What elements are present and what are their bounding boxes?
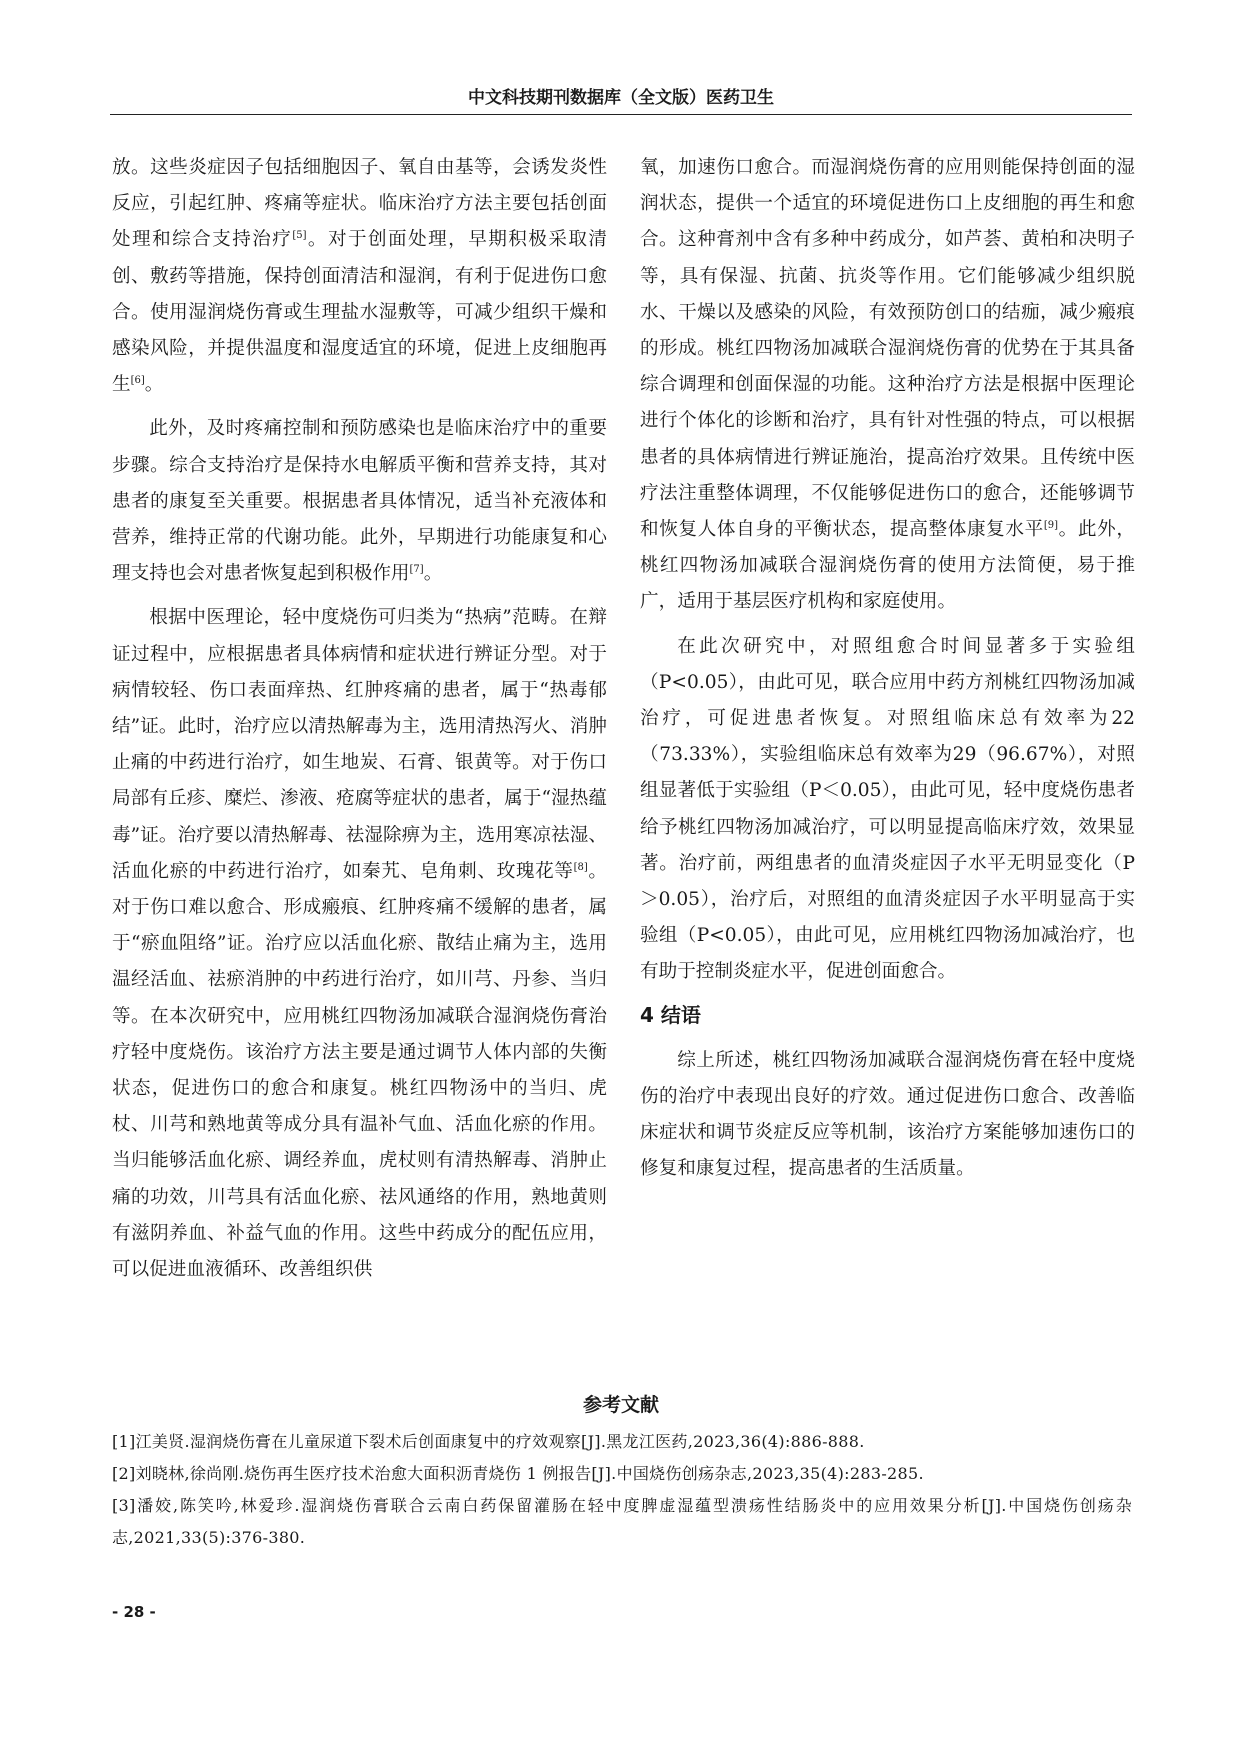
paragraph <box>112 600 607 1288</box>
references-list <box>112 1426 1132 1554</box>
citation: [9] <box>1043 520 1059 532</box>
page-number: - 28 - <box>112 1603 156 1621</box>
paragraph-text: 。 <box>423 563 443 585</box>
paragraph <box>640 150 1135 621</box>
paragraph-text: 。 <box>144 374 164 396</box>
paragraph-text: 根据中医理论，轻中度烧伤可归类为“热病”范畴。在辩证过程中，应根据患者具体病情和症状进行辨证分型。对于病情较轻、伤口表面痒热、红肿疼痛的患者，属于“热毒郁结”证。此时，治疗应以清热解毒为主，选用清热泻火、消肿止痛的中药进行治疗，如生地炭、石膏、银黄等。对于伤口局部有丘疹、糜烂、渗液、疮腐等症状的患者，属于“湿热蕴毒”证。治疗要以清热解毒、祛湿除痹为主，选用寒凉祛湿、活血化瘀的中药进行治疗，如秦艽、皂角刺、玫瑰花等 <box>112 607 607 882</box>
conclusion-paragraph: 综上所述，桃红四物汤加减联合湿润烧伤膏在轻中度烧伤的治疗中表现出良好的疗效。通过促进伤口愈合、改善临床症状和调节炎症反应等机制，该治疗方案能够加速伤口的修复和康复过程，提高患者的生活质量。 <box>640 1049 1135 1180</box>
reference-item: [1]江美贤.湿润烧伤膏在儿童尿道下裂术后创面康复中的疗效观察[J].黑龙江医药,2023,36(4):886-888. <box>112 1432 865 1451</box>
reference-item: [3]潘姣,陈笑吟,林爱珍.湿润烧伤膏联合云南白药保留灌肠在轻中度脾虚湿蕴型溃疡性结肠炎中的应用效果分析[J].中国烧伤创疡杂志,2021,33(5):376-380. <box>112 1496 1132 1547</box>
citation: [7] <box>409 564 424 576</box>
citation: [5] <box>292 230 307 242</box>
paragraph <box>112 411 607 592</box>
citation: [8] <box>573 861 588 873</box>
paragraph-text: 。此外，桃红四物汤加减联合湿润烧伤膏的使用方法简便，易于推广，适用于基层医疗机构和家庭使用。 <box>640 519 1135 613</box>
paragraph-text: 放。这些炎症因子包括细胞因子、氧自由基等，会诱发炎性反应，引起红肿、疼痛等症状。临床治疗方法主要包括创面处理和综合支持治疗 <box>112 157 607 251</box>
header-divider <box>110 114 1132 115</box>
left-column <box>112 150 607 1288</box>
paragraph-text: 在此次研究中，对照组愈合时间显著多于实验组（P<0.05），由此可见，联合应用中药方剂桃红四物汤加减治疗，可促进患者恢复。对照组临床总有效率为22（73.33%），实验组临床总有效率为29（96.67%），对照组显著低于实验组（P＜0.05），由此可见，轻中度烧伤患者给予桃红四物汤加减治疗，可以明显提高临床疗效，效果显著。治疗前，两组患者的血清炎症因子水平无明显变化（P＞0.05），治疗后，对照组的血清炎症因子水平明显高于实验组（P<0.05），由此可见，应用桃红四物汤加减治疗，也有助于控制炎症水平，促进创面愈合。 <box>640 635 1135 983</box>
paragraph <box>112 150 607 403</box>
journal-header: 中文科技期刊数据库（全文版）医药卫生 <box>468 88 774 108</box>
reference-item: [2]刘晓林,徐尚刚.烧伤再生医疗技术治愈大面积沥青烧伤 1 例报告[J].中国烧伤创疡杂志,2023,35(4):283-285. <box>112 1464 924 1483</box>
citation: [6] <box>130 375 145 387</box>
paragraph-text: 此外，及时疼痛控制和预防感染也是临床治疗中的重要步骤。综合支持治疗是保持水电解质平衡和营养支持，其对患者的康复至关重要。根据患者具体情况，适当补充液体和营养，维持正常的代谢功能。此外，早期进行功能康复和心理支持也会对患者恢复起到积极作用 <box>112 418 607 585</box>
paragraph <box>640 629 1135 991</box>
paragraph-text: 。对于创面处理，早期积极采取清创、敷药等措施，保持创面清洁和湿润，有利于促进伤口愈合。使用湿润烧伤膏或生理盐水湿敷等，可减少组织干燥和感染风险，并提供温度和湿度适宜的环境，促进上皮细胞再生 <box>112 229 607 396</box>
section-heading: 4 结语 <box>640 1002 701 1027</box>
right-column <box>640 150 1135 1187</box>
references-title: 参考文献 <box>582 1394 659 1416</box>
paragraph-text: 氧，加速伤口愈合。而湿润烧伤膏的应用则能保持创面的湿润状态，提供一个适宜的环境促进伤口上皮细胞的再生和愈合。这种膏剂中含有多种中药成分，如芦荟、黄柏和决明子等，具有保湿、抗菌、抗炎等作用。它们能够减少组织脱水、干燥以及感染的风险，有效预防创口的结痂，减少瘢痕的形成。桃红四物汤加减联合湿润烧伤膏的优势在于其具备综合调理和创面保湿的功能。这种治疗方法是根据中医理论进行个体化的诊断和治疗，具有针对性强的特点，可以根据患者的具体病情进行辨证施治，提高治疗效果。且传统中医疗法注重整体调理，不仅能够促进伤口的愈合，还能够调节和恢复人体自身的平衡状态，提高整体康复水平 <box>640 157 1135 541</box>
paragraph-text: 。对于伤口难以愈合、形成瘢痕、红肿疼痛不缓解的患者，属于“瘀血阻络”证。治疗应以活血化瘀、散结止痛为主，选用温经活血、祛瘀消肿的中药进行治疗，如川芎、丹参、当归等。在本次研究中，应用桃红四物汤加减联合湿润烧伤膏治疗轻中度烧伤。该治疗方法主要是通过调节人体内部的失衡状态，促进伤口的愈合和康复。桃红四物汤中的当归、虎杖、川芎和熟地黄等成分具有温补气血、活血化瘀的作用。当归能够活血化瘀、调经养血，虎杖则有清热解毒、消肿止痛的功效，川芎具有活血化瘀、祛风通络的作用，熟地黄则有滋阴养血、补益气血的作用。这些中药成分的配伍应用，可以促进血液循环、改善组织供 <box>112 860 607 1281</box>
